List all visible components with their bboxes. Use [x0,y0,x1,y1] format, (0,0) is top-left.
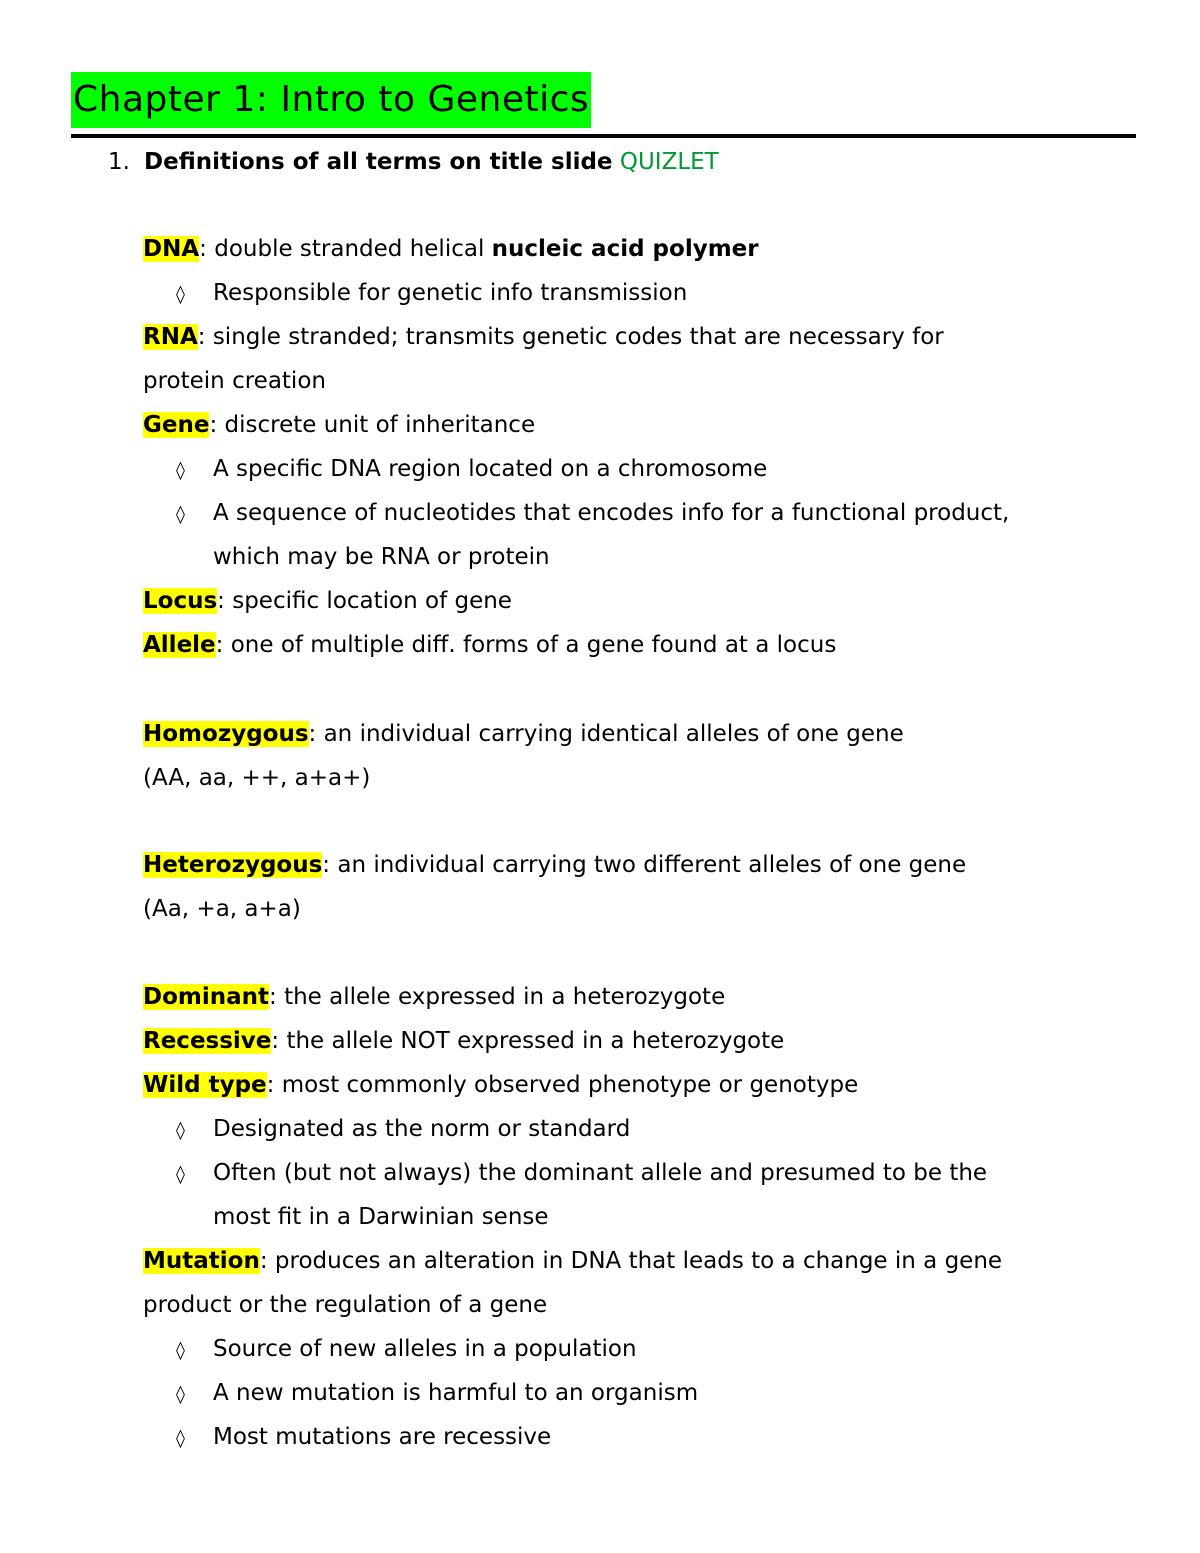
definition-locus [143,579,512,623]
bullet-text: A new mutation is harmful to an organism [213,1380,699,1406]
diamond-bullet-icon: ◊ [176,1340,185,1361]
bullet-text: which may be RNA or protein [213,544,550,570]
term-dna: DNA [143,236,200,262]
list-number: 1. [108,149,130,175]
definition-recessive [143,1019,784,1063]
definition-rna [143,315,944,359]
term-homozygous: Homozygous [143,721,309,747]
definition-continuation [143,887,301,931]
bullet-item [176,447,767,493]
diamond-bullet-icon: ◊ [176,1164,185,1185]
diamond-bullet-icon: ◊ [176,1384,185,1405]
diamond-bullet-icon: ◊ [176,460,185,481]
definition-homozygous [143,712,904,756]
term-rna: RNA [143,324,198,350]
term-gene: Gene [143,412,210,438]
definition-dominant [143,975,725,1019]
definition-continuation [143,359,326,403]
definition-continuation [143,756,370,800]
bullet-text: Designated as the norm or standard [213,1116,631,1142]
definition-bold-text: nucleic acid polymer [491,236,759,262]
definition-text: : an individual carrying identical alleles of one gene [308,721,904,747]
bullet-item [176,1371,698,1417]
bullet-continuation [213,1195,549,1239]
bullet-item [176,1151,987,1197]
bullet-text: A sequence of nucleotides that encodes info for a functional product, [213,500,1010,526]
bullet-item [176,271,687,317]
definition-text: : discrete unit of inheritance [209,412,536,438]
definition-text: : the allele expressed in a heterozygote [269,984,726,1010]
term-dominant: Dominant [143,984,270,1010]
term-allele: Allele [143,632,216,658]
definition-allele [143,623,836,667]
bullet-text: Often (but not always) the dominant allele and presumed to be the [213,1160,988,1186]
bullet-item [176,1415,551,1461]
diamond-bullet-icon: ◊ [176,504,185,525]
diamond-bullet-icon: ◊ [176,284,185,305]
definition-text: : most commonly observed phenotype or genotype [266,1072,859,1098]
term-heterozygous: Heterozygous [143,852,323,878]
quizlet-link[interactable]: QUIZLET [619,149,719,175]
term-mutation: Mutation [143,1248,260,1274]
chapter-title: Chapter 1: Intro to Genetics [71,72,591,128]
title-underline-rule [71,134,1136,138]
definition-continuation [143,1283,547,1327]
section-heading: Definitions of all terms on title slide [144,149,613,175]
definition-text: double stranded helical [206,236,492,262]
definition-text: : produces an alteration in DNA that leads to a change in a gene [259,1248,1003,1274]
numbered-heading [108,140,719,184]
bullet-item [176,1327,637,1373]
definition-text: : one of multiple diff. forms of a gene found at a locus [215,632,837,658]
bullet-continuation [213,535,550,579]
title-container [71,72,591,128]
definition-gene [143,403,535,447]
definition-mutation [143,1239,1002,1283]
term-wild-type: Wild type [143,1072,267,1098]
genotype-examples: (Aa, +a, a+a) [143,896,301,922]
definition-sep: : [199,236,207,262]
definition-heterozygous [143,843,966,887]
bullet-item [176,491,1009,537]
term-recessive: Recessive [143,1028,272,1054]
definition-dna [143,227,759,271]
diamond-bullet-icon: ◊ [176,1428,185,1449]
diamond-bullet-icon: ◊ [176,1120,185,1141]
bullet-text: most fit in a Darwinian sense [213,1204,549,1230]
definition-text: : the allele NOT expressed in a heterozygote [271,1028,785,1054]
genotype-examples: (AA, aa, ++, a+a+) [143,765,371,791]
definition-text: : specific location of gene [217,588,512,614]
term-locus: Locus [143,588,218,614]
bullet-item [176,1107,630,1153]
bullet-text: A specific DNA region located on a chromosome [213,456,768,482]
definition-text: : an individual carrying two different alleles of one gene [322,852,967,878]
definition-text: protein creation [143,368,326,394]
definition-text: : single stranded; transmits genetic codes that are necessary for [197,324,944,350]
bullet-text: Most mutations are recessive [213,1424,552,1450]
bullet-text: Source of new alleles in a population [213,1336,637,1362]
bullet-text: Responsible for genetic info transmission [213,280,688,306]
definition-text: product or the regulation of a gene [143,1292,548,1318]
definition-wild-type [143,1063,858,1107]
